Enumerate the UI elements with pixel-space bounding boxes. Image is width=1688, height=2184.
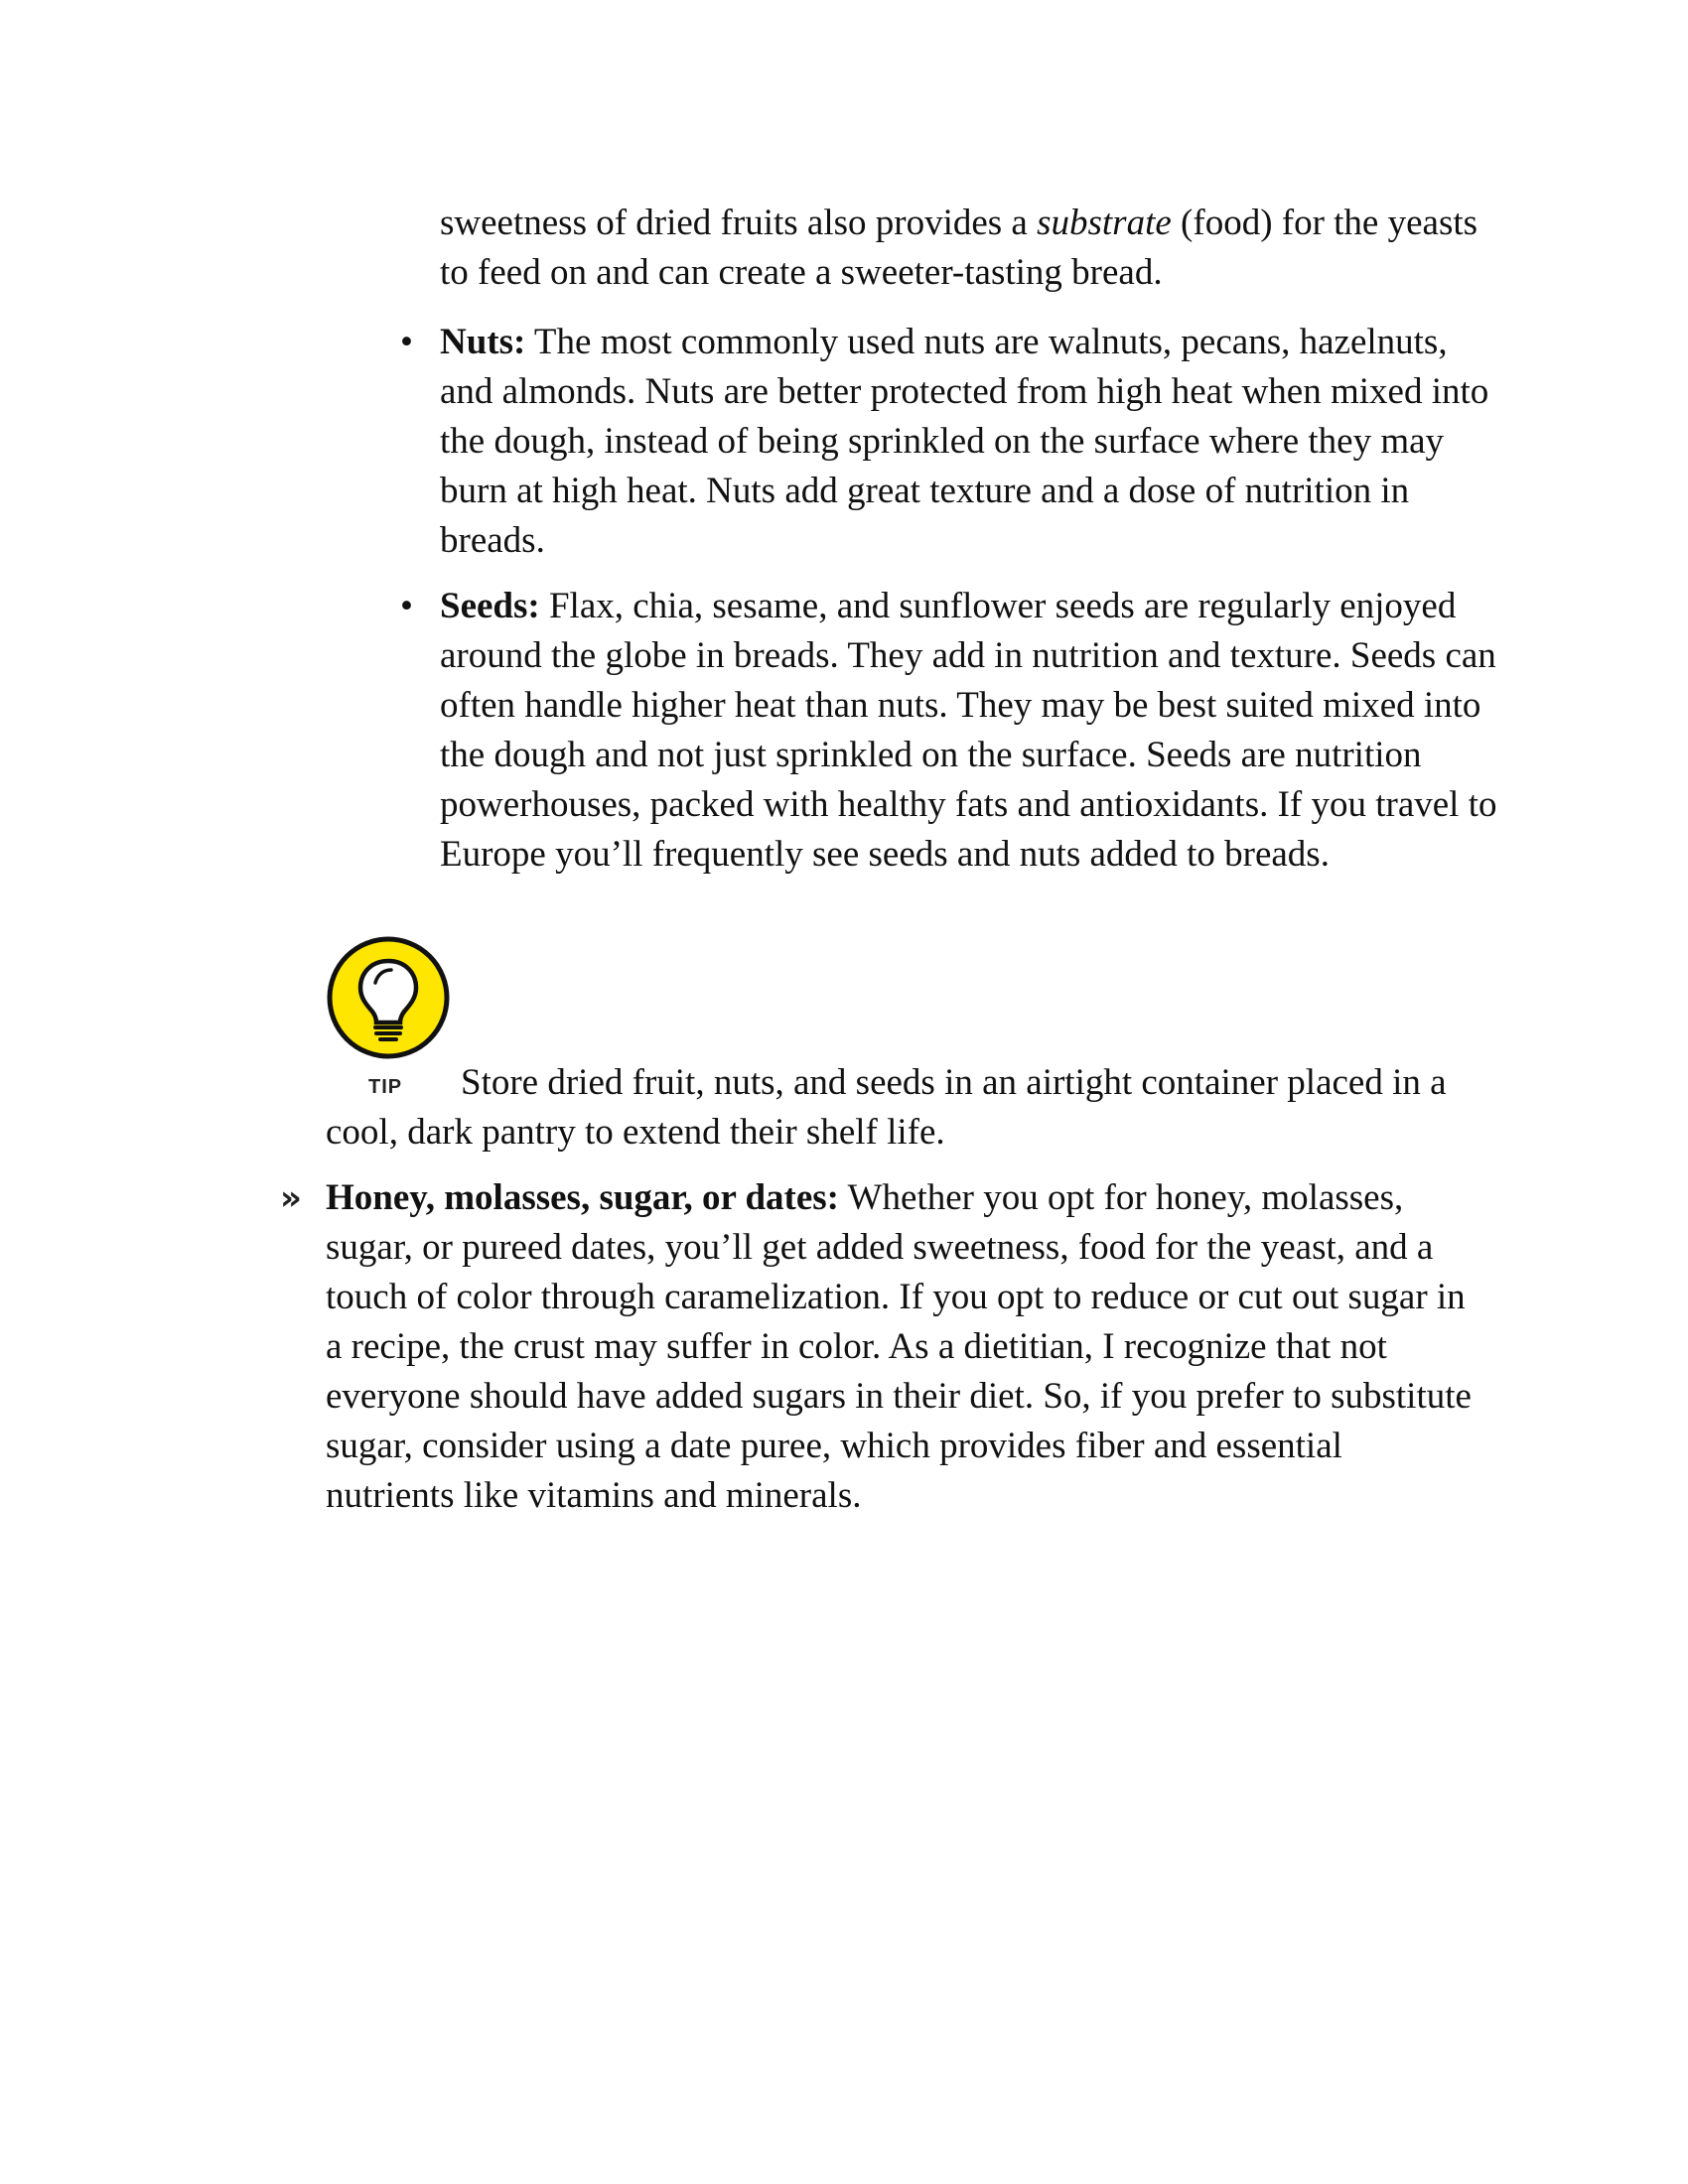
bullet-term: Nuts: [440, 322, 526, 362]
bullet-term: Seeds: [440, 586, 540, 626]
list-item-body: Whether you opt for honey, molasses, sugar, or pureed dates, you’ll get added sweetness, food for the yeast, and a touch of color through caramelization. If you opt to reduce or cut out sugar in a recipe, the crust may suffer in color. As a dietitian, I recognize that not everyone should have added sugars in their diet. So, if you prefer to substitute sugar, consider using a date puree, which provides fiber and essential nutrients like vitamins and minerals. [326, 1177, 1472, 1516]
bullet-dot: • [400, 322, 413, 362]
continuation-text-start: sweetness of dried fruits also provides a [440, 203, 1038, 243]
continuation-paragraph [440, 199, 1492, 298]
tip-text: Store dried fruit, nuts, and seeds in an airtight container placed in a cool, dark pantry to extend their shelf life. [326, 1062, 1447, 1153]
bullet-dot: • [400, 586, 413, 626]
double-chevron-icon: » [280, 1178, 302, 1218]
tip-label: TIP [368, 1076, 403, 1098]
lightbulb-icon [326, 935, 451, 1060]
bullet-body: Flax, chia, sesame, and sunflower seeds are regularly enjoyed around the globe in breads. They add in nutrition and texture. Seeds can often handle higher heat than nuts. They may be best suited mixed into the dough and not just sprinkled on the surface. Seeds are nutrition powerhouses, packed with healthy fats and antioxidants. If you travel to Europe you’ll frequently see seeds and nuts added to breads. [440, 586, 1497, 875]
list-item-text [326, 1173, 1477, 1521]
list-item-sweeteners [280, 1173, 1477, 1521]
bullet-body: The most commonly used nuts are walnuts, pecans, hazelnuts, and almonds. Nuts are better protected from high heat when mixed into the dough, instead of being sprinkled on the surface where they may burn at high heat. Nuts add great texture and a dose of nutrition in breads. [440, 322, 1489, 561]
bullet-item-nuts [400, 318, 1502, 566]
bullet-item-seeds [400, 582, 1502, 880]
substrate-term: substrate [1037, 203, 1172, 243]
continuation-text-end: (food) for the yeasts to feed on and can create a sweeter-tasting bread. [440, 203, 1478, 293]
list-item-term: Honey, molasses, sugar, or dates: [326, 1177, 840, 1218]
bullet-text [440, 582, 1502, 880]
bullet-text [440, 318, 1502, 566]
